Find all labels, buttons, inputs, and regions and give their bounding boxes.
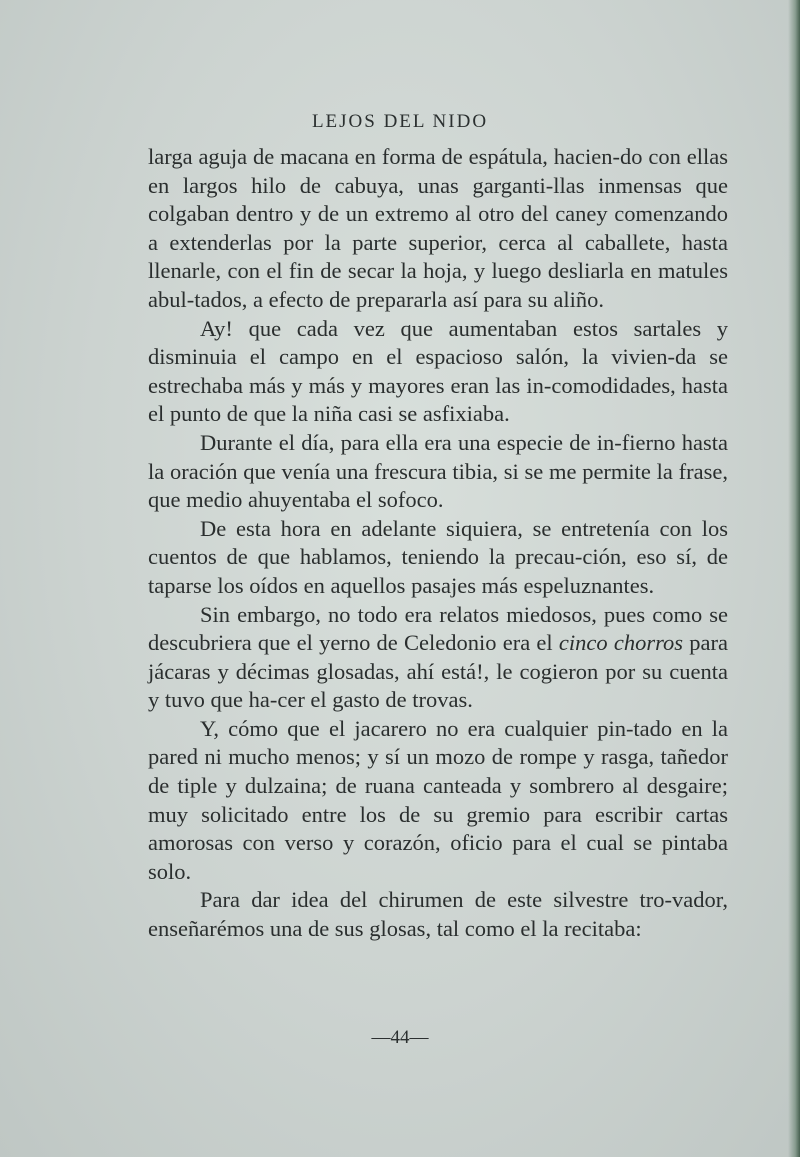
paragraph-3: Durante el día, para ella era una especie de in-fierno hasta la oración que venía una frescura tibia, si se me permite la frase, que medio ahuyentaba el sofoco. — [148, 429, 728, 513]
page-number: —44— — [371, 1027, 429, 1048]
running-head: LEJOS DEL NIDO — [311, 111, 489, 132]
paragraph-6: Y, cómo que el jacarero no era cualquier pin-tado en la pared ni mucho menos; y sí un mozo de rompe y rasga, tañedor de tiple y dulzaina; de ruana canteada y sombrero al desgaire; muy solicitado entre los de su gremio para escribir cartas amorosas con verso y corazón, oficio para el cual se pintaba solo. — [148, 715, 728, 884]
paragraph-5 — [148, 601, 728, 715]
paragraph-5-start: Sin embargo, no todo era relatos miedosos, pues como se descubriera que el yerno de Celedonio era el — [148, 601, 728, 656]
paragraph-1: larga aguja de macana en forma de espátula, hacien-do con ellas en largos hilo de cabuya, unas garganti-llas inmensas que colgaban dentro y de un extremo al otro del caney comenzando a extenderlas por la parte superior, cerca al caballete, hasta llenarle, con el fin de secar la hoja, y luego desliarla en matules abul-tados, a efecto de prepararla así para su aliño. — [148, 144, 728, 312]
paragraph-4: De esta hora en adelante siquiera, se entretenía con los cuentos de que hablamos, teniendo la precau-ción, eso sí, de taparse los oídos en aquellos pasajes más espeluznantes. — [148, 515, 728, 598]
paragraph-7: Para dar idea del chirumen de este silvestre tro-vador, enseñarémos una de sus glosas, tal como el la recitaba: — [148, 887, 728, 942]
italic-phrase: cinco chorros — [558, 630, 684, 656]
paragraph-5-end: para jácaras y décimas glosadas, ahí está!, le cogieron por su cuenta y tuvo que ha-cer el gasto de trovas. — [148, 630, 728, 713]
paragraph-2: Ay! que cada vez que aumentaban estos sartales y disminuia el campo en el espacioso salón, la vivien-da se estrechaba más y más y mayores eran las in-comodidades, hasta el punto de que la niña casi se asfixiaba. — [148, 315, 728, 427]
page-edge-shadow — [788, 0, 800, 1157]
body-text — [148, 143, 728, 944]
